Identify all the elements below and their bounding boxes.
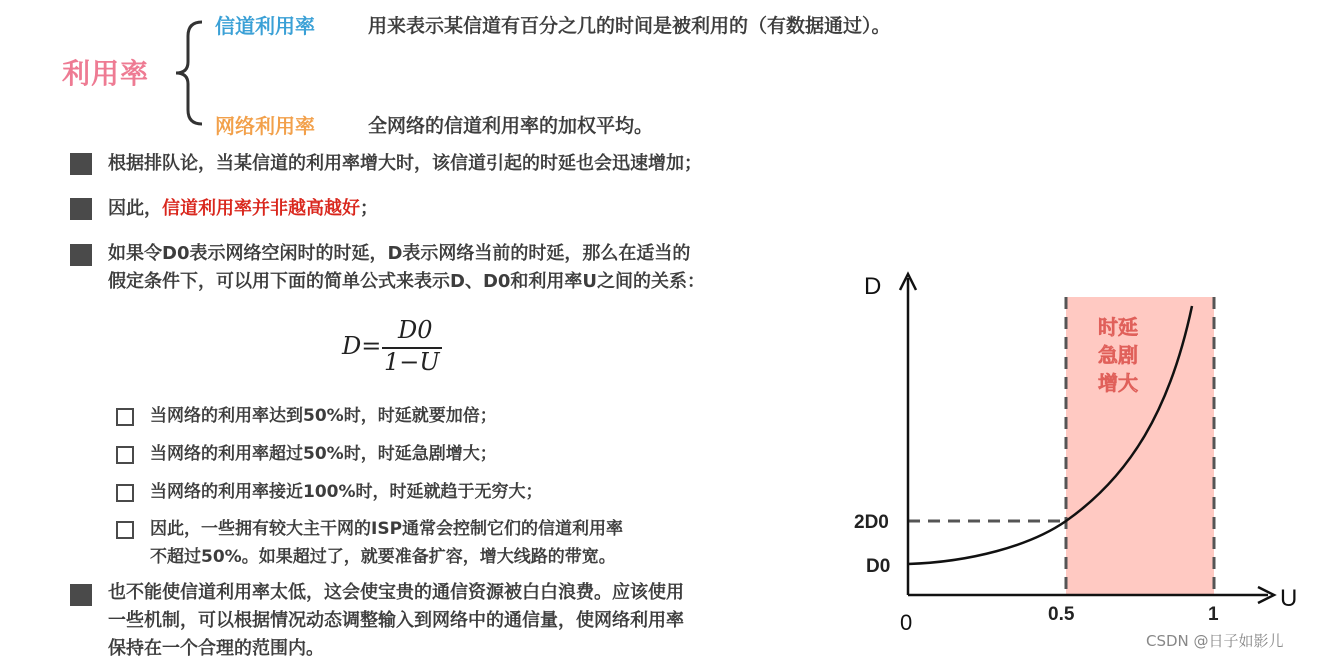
region-label-line: 增大 xyxy=(1098,371,1138,395)
bullet-square-icon xyxy=(70,198,92,220)
sharp-increase-region xyxy=(1066,297,1214,595)
bullet-line: 一些机制，可以根据情况动态调整输入到网络中的通信量，使网络利用率 xyxy=(108,610,684,631)
region-label-line: 急剧 xyxy=(1098,343,1138,367)
bullet-formula-intro xyxy=(108,240,705,296)
bullet-square-icon xyxy=(70,584,92,606)
bullet-suffix: ； xyxy=(360,198,378,219)
bullet-square-icon xyxy=(70,153,92,175)
term-network-utilization: 网络利用率 xyxy=(215,114,315,138)
checkbox-icon xyxy=(116,521,134,539)
delay-utilization-chart xyxy=(840,250,1300,640)
origin-label: 0 xyxy=(900,610,913,635)
region-label-line: 时延 xyxy=(1098,315,1138,339)
bullet-queueing-theory: 根据排队论，当某信道的利用率增大时，该信道引起的时延也会迅速增加； xyxy=(108,153,702,174)
x-tick-label: 1 xyxy=(1208,604,1219,625)
formula-numerator: D0 xyxy=(398,316,433,344)
x-tick-label: 0.5 xyxy=(1048,604,1075,625)
page-title: 利用率 xyxy=(62,57,150,90)
bullet-square-icon xyxy=(70,244,92,266)
check-item-isp xyxy=(150,515,623,571)
bullet-not-higher-better xyxy=(108,195,378,223)
bullet-line: 也不能使信道利用率太低，这会使宝贵的通信资源被白白浪费。应该使用 xyxy=(108,582,684,603)
bullet-not-too-low xyxy=(108,579,684,663)
y-axis-label: D xyxy=(864,273,882,300)
check-line: 因此，一些拥有较大主干网的ISP通常会控制它们的信道利用率 xyxy=(150,519,624,539)
x-axis-label: U xyxy=(1280,585,1298,612)
formula-lhs: D= xyxy=(342,332,382,360)
brace-icon xyxy=(168,18,208,128)
check-item-near-100: 当网络的利用率接近100%时，时延就趋于无穷大； xyxy=(150,482,543,502)
check-line: 不超过50%。如果超过了，就要准备扩容，增大线路的带宽。 xyxy=(150,547,616,567)
watermark: CSDN @日子如影儿 xyxy=(1146,632,1284,650)
checkbox-icon xyxy=(116,484,134,502)
y-tick-label: D0 xyxy=(866,556,891,577)
check-item-50-percent: 当网络的利用率达到50%时，时延就要加倍； xyxy=(150,406,497,426)
check-item-over-50: 当网络的利用率超过50%时，时延急剧增大； xyxy=(150,444,497,464)
term-network-utilization-definition: 全网络的信道利用率的加权平均。 xyxy=(368,115,654,137)
term-channel-utilization-definition: 用来表示某信道有百分之几的时间是被利用的（有数据通过）。 xyxy=(368,15,891,37)
y-tick-label: 2D0 xyxy=(854,512,889,533)
bullet-prefix: 因此， xyxy=(108,198,162,219)
formula-denominator: 1−U xyxy=(384,348,440,376)
bullet-line: 保持在一个合理的范围内。 xyxy=(108,638,324,659)
checkbox-icon xyxy=(116,446,134,464)
bullet-line: 如果令D0表示网络空闲时的时延，D表示网络当前的时延，那么在适当的 xyxy=(108,243,691,264)
checkbox-icon xyxy=(116,408,134,426)
highlight-text: 信道利用率并非越高越好 xyxy=(162,198,360,219)
term-channel-utilization: 信道利用率 xyxy=(215,14,315,38)
bullet-line: 假定条件下，可以用下面的简单公式来表示D、D0和利用率U之间的关系： xyxy=(108,271,706,292)
